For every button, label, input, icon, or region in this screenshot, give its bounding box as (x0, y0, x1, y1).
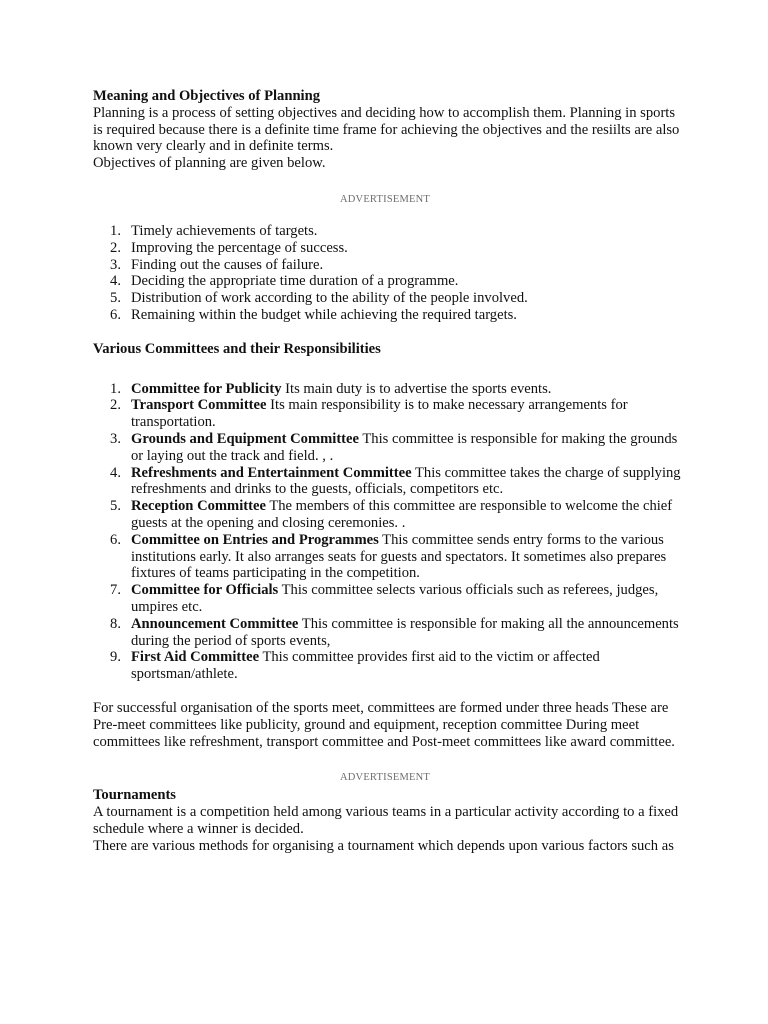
list-item (93, 223, 683, 240)
committee-title: Refreshments and Entertainment Committee (131, 464, 412, 481)
committee-description: This committee selects various officials such as referees, judges, umpires etc. (131, 582, 659, 615)
list-item (93, 257, 683, 274)
committee-title: Committee for Publicity (131, 380, 282, 397)
list-number: 4. (110, 464, 121, 481)
committee-description: This committee sends entry forms to the various institutions early. It also arranges seats for guests and spectators. It sometimes also prepares fixtures of teams participating in the competition. (131, 531, 667, 582)
list-item (93, 532, 683, 582)
list-number: 1. (110, 222, 121, 239)
list-number: 1. (110, 380, 121, 397)
committee-description: The members of this committee are responsible to welcome the chief guests at the opening and closing ceremonies. . (131, 498, 673, 531)
committee-title: Announcement Committee (131, 615, 299, 632)
list-number: 4. (110, 273, 121, 290)
tournament-methods-paragraph: There are various methods for organising a tournament which depends upon various factors such as (93, 837, 674, 854)
committee-title: Reception Committee (131, 498, 266, 515)
list-item (93, 465, 683, 499)
list-item-text: Remaining within the budget while achieving the required targets. (131, 306, 517, 323)
objectives-intro: Objectives of planning are given below. (93, 155, 326, 172)
list-item-text: Finding out the causes of failure. (131, 256, 324, 273)
list-number: 3. (110, 256, 121, 273)
section-heading-planning: Meaning and Objectives of Planning (93, 88, 321, 104)
list-item-text: Distribution of work according to the ability of the people involved. (131, 290, 528, 307)
list-number: 2. (110, 397, 121, 414)
list-item-text: Deciding the appropriate time duration of a programme. (131, 273, 459, 290)
tournament-paragraph: A tournament is a competition held among various teams in a particular activity according to a fixed schedule where a winner is decided. (93, 804, 679, 837)
committee-title: Grounds and Equipment Committee (131, 430, 359, 447)
list-item-text: Improving the percentage of success. (131, 239, 348, 256)
list-item (93, 307, 683, 324)
list-number: 2. (110, 239, 121, 256)
list-item (93, 397, 683, 431)
list-number: 5. (110, 498, 121, 515)
committee-description: This committee is responsible for making the grounds or laying out the track and field. , . (131, 430, 678, 464)
document-page (93, 88, 683, 854)
committee-description: Its main responsibility is to make necessary arrangements for transportation. (131, 397, 628, 431)
list-item-text: Timely achievements of targets. (131, 222, 318, 239)
list-item (93, 240, 683, 257)
committee-title: Committee for Officials (131, 582, 279, 599)
list-number: 9. (110, 649, 121, 666)
advertisement-label: ADVERTISEMENT (339, 772, 431, 784)
committee-description: Its main duty is to advertise the sports events. (281, 380, 552, 397)
committee-description: This committee is responsible for making all the announcements during the period of sports events, (131, 615, 679, 649)
list-item (93, 273, 683, 290)
section-heading-committees: Various Committees and their Responsibilities (93, 340, 381, 357)
list-item (93, 381, 683, 398)
planning-paragraph: Planning is a process of setting objectives and deciding how to accomplish them. Planning in sports is required because there is a definite time frame for achieving the objectives and the resiilts are also known very clearly and in definite terms. (93, 104, 680, 155)
list-number: 7. (110, 582, 121, 599)
advertisement-label: ADVERTISEMENT (339, 193, 431, 205)
list-number: 6. (110, 531, 121, 548)
committee-title: Transport Committee (131, 397, 267, 414)
list-item (93, 649, 683, 683)
list-item (93, 290, 683, 307)
committee-title: Committee on Entries and Programmes (131, 531, 379, 548)
list-number: 3. (110, 430, 121, 447)
committee-description: This committee takes the charge of supplying refreshments and drinks to the guests, officials, competitors etc. (131, 464, 681, 498)
list-item (93, 498, 683, 532)
objectives-list (93, 223, 683, 324)
list-item (93, 582, 683, 616)
committees-list (93, 381, 683, 683)
committee-title: First Aid Committee (131, 649, 260, 666)
committee-description: This committee provides first aid to the victim or affected sportsman/athlete. (131, 649, 600, 683)
list-number: 5. (110, 290, 121, 307)
organisation-paragraph: For successful organisation of the sports meet, committees are formed under three heads These are Pre-meet committees like publicity, ground and equipment, reception committee During meet committees like refreshment, transport committee and Post-meet committees like award committee. (93, 699, 675, 750)
list-item (93, 616, 683, 650)
section-heading-tournaments: Tournaments (93, 787, 176, 804)
list-item (93, 431, 683, 465)
list-number: 6. (110, 306, 121, 323)
list-number: 8. (110, 615, 121, 632)
